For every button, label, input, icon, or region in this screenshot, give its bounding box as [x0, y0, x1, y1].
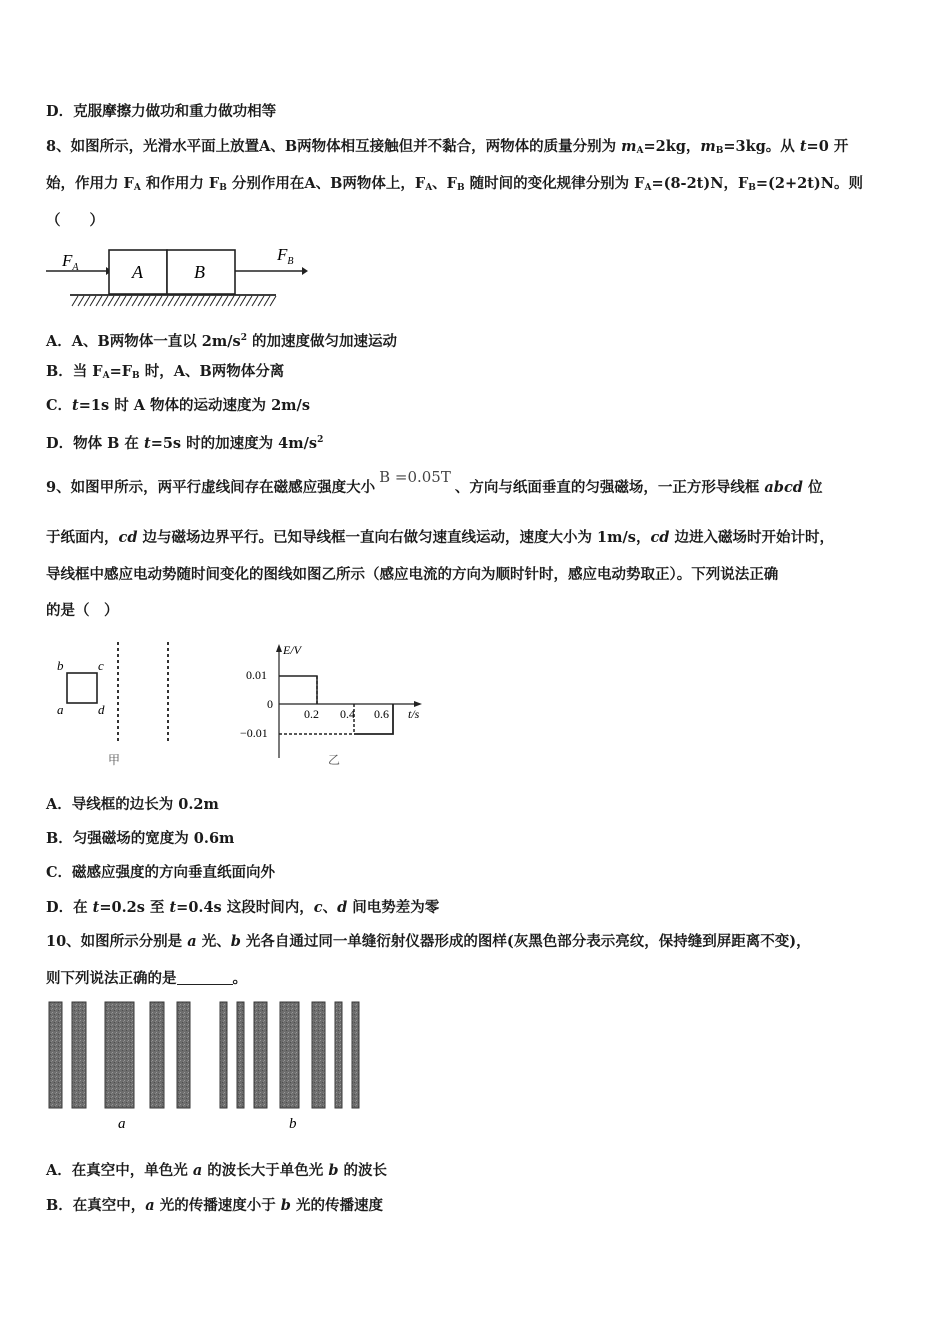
q9-stem-line4: 的是（ ）	[46, 602, 119, 619]
figure-caption-jia: 甲	[108, 753, 121, 767]
emf-positive-segment	[279, 676, 317, 704]
fringe-b-2	[237, 1002, 244, 1108]
hatch-mark	[186, 296, 192, 306]
q9-stem-line2: 于纸面内，cd 边与磁场边界平行。已知导线框一直向右做匀速直线运动，速度大小为 1m/s，cd 边进入磁场时开始计时，	[46, 529, 834, 546]
pattern-a-label: a	[118, 1116, 126, 1132]
hatch-mark	[96, 296, 102, 306]
q10-option-a: A．在真空中，单色光 a 的波长大于单色光 b 的波长	[46, 1162, 388, 1179]
hatch-mark	[234, 296, 240, 306]
y-axis-arrowhead	[276, 644, 282, 652]
q8-option-c: C．t=1s 时 A 物体的运动速度为 2m/s	[46, 397, 310, 414]
q8-option-a: A．A、B两物体一直以 $2m/s^2$ 的加速度做匀加速运动	[46, 333, 398, 350]
q8-stem-line2: 始，作用力 $F_A$ 和作用力 $F_B$ 分别作用在A、B两物体上，$F_A$、$F_B$ 随时间的变化规律分别为 $F_A=(8-2t)N$，$F_B=(2+2t)N$。则	[46, 175, 864, 193]
hatch-mark	[84, 296, 90, 306]
q9-stem-line3: 导线框中感应电动势随时间变化的图线如图乙所示（感应电流的方向为顺时针时，感应电动势取正）。下列说法正确	[46, 566, 779, 583]
hatch-mark	[114, 296, 120, 306]
hatch-mark	[228, 296, 234, 306]
hatch-mark	[246, 296, 252, 306]
x-axis-label: t/s	[408, 707, 420, 721]
hatch-mark	[180, 296, 186, 306]
prev-option-d: D．克服摩擦力做功和重力做功相等	[46, 103, 277, 120]
q8-option-b: B．当 $F_A=F_B$ 时，A、B两物体分离	[46, 363, 285, 381]
hatch-mark	[108, 296, 114, 306]
fringe-a-3	[150, 1002, 164, 1108]
block-b-label: B	[194, 262, 205, 282]
square-loop	[67, 673, 97, 703]
hatch-mark	[174, 296, 180, 306]
fringe-a-4	[177, 1002, 190, 1108]
hatch-mark	[126, 296, 132, 306]
x-tick-0.2: 0.2	[304, 707, 319, 721]
hatch-mark	[240, 296, 246, 306]
vertex-d: d	[98, 702, 105, 717]
q9-stem-line1: 9、如图甲所示，两平行虚线间存在磁感应强度大小B =0.05T、方向与纸面垂直的匀强磁场，一正方形导线框 abcd 位	[46, 468, 823, 496]
force-a-label: $F_A$	[62, 251, 79, 273]
x-tick-0.4: 0.4	[340, 707, 355, 721]
q9-option-a: A．导线框的边长为 0.2m	[46, 796, 219, 813]
hatch-mark	[264, 296, 270, 306]
figure-caption-yi: 乙	[328, 753, 341, 767]
vertex-a: a	[57, 702, 64, 717]
q10-stem-line1: 10、如图所示分别是 a 光、b 光各自通过同一单缝衍射仪器形成的图样(灰黑色部分表示亮纹，保持缝到屏距离不变)，	[46, 933, 811, 950]
hatch-mark	[120, 296, 126, 306]
fringe-b-4	[312, 1002, 325, 1108]
hatch-mark	[72, 296, 78, 306]
hatch-mark	[78, 296, 84, 306]
fringe-a-central	[105, 1002, 134, 1108]
q8-figure	[40, 240, 330, 312]
hatch-mark	[258, 296, 264, 306]
q8-option-d: D．物体 B 在 t=5s 时的加速度为 $4m/s^2$	[46, 435, 324, 452]
vertex-c: c	[98, 658, 104, 673]
hatch-mark	[162, 296, 168, 306]
q8-answer-paren: （ ）	[46, 212, 104, 229]
hatch-mark	[210, 296, 216, 306]
force-b-arrowhead	[302, 267, 308, 275]
y-tick-zero: 0	[267, 697, 273, 711]
q9-option-c: C．磁感应强度的方向垂直纸面向外	[46, 864, 276, 881]
y-tick-positive: 0.01	[246, 668, 267, 682]
vertex-b: b	[57, 658, 64, 673]
q9-figure-jia	[48, 636, 188, 770]
hatch-mark	[144, 296, 150, 306]
fringe-b-3	[254, 1002, 267, 1108]
hatch-mark	[192, 296, 198, 306]
hatch-mark	[222, 296, 228, 306]
hatch-mark	[102, 296, 108, 306]
hatch-mark	[216, 296, 222, 306]
field-strength-formula: B =0.05T	[379, 468, 451, 486]
fringe-b-5	[335, 1002, 342, 1108]
y-axis-label: E/V	[283, 643, 301, 657]
q10-diffraction-figure	[44, 996, 374, 1136]
force-b-label: $F_B$	[277, 245, 294, 267]
x-tick-0.6: 0.6	[374, 707, 389, 721]
hatch-mark	[198, 296, 204, 306]
hatch-mark	[204, 296, 210, 306]
fringe-b-1	[220, 1002, 227, 1108]
fringe-b-central	[280, 1002, 299, 1108]
q9-figure-yi	[236, 640, 436, 770]
hatch-mark	[252, 296, 258, 306]
hatch-mark	[270, 296, 276, 306]
hatch-mark	[132, 296, 138, 306]
hatch-mark	[90, 296, 96, 306]
q10-option-b: B．在真空中，a 光的传播速度小于 b 光的传播速度	[46, 1197, 383, 1214]
block-a-label: A	[132, 262, 143, 282]
q9-option-d: D．在 t=0.2s 至 t=0.4s 这段时间内，c、d 间电势差为零	[46, 899, 440, 916]
hatch-mark	[150, 296, 156, 306]
fringe-a-2	[72, 1002, 86, 1108]
fringe-a-1	[49, 1002, 62, 1108]
fringe-b-6	[352, 1002, 359, 1108]
q8-stem-line1: 8、如图所示，光滑水平面上放置A、B两物体相互接触但并不黏合，两物体的质量分别为 $m_A=2kg$，$m_B=3kg$。从 t=0 开	[46, 138, 849, 156]
pattern-b	[220, 1002, 359, 1108]
answer-blank[interactable]	[177, 970, 233, 985]
pattern-b-label: b	[289, 1116, 297, 1132]
q10-stem-line2: 则下列说法正确的是 。	[46, 970, 247, 987]
hatch-mark	[138, 296, 144, 306]
ground-hatching	[72, 296, 276, 306]
pattern-a	[49, 1002, 190, 1108]
q9-option-b: B．匀强磁场的宽度为 0.6m	[46, 830, 235, 847]
hatch-mark	[168, 296, 174, 306]
hatch-mark	[156, 296, 162, 306]
y-tick-negative: −0.01	[240, 726, 268, 740]
